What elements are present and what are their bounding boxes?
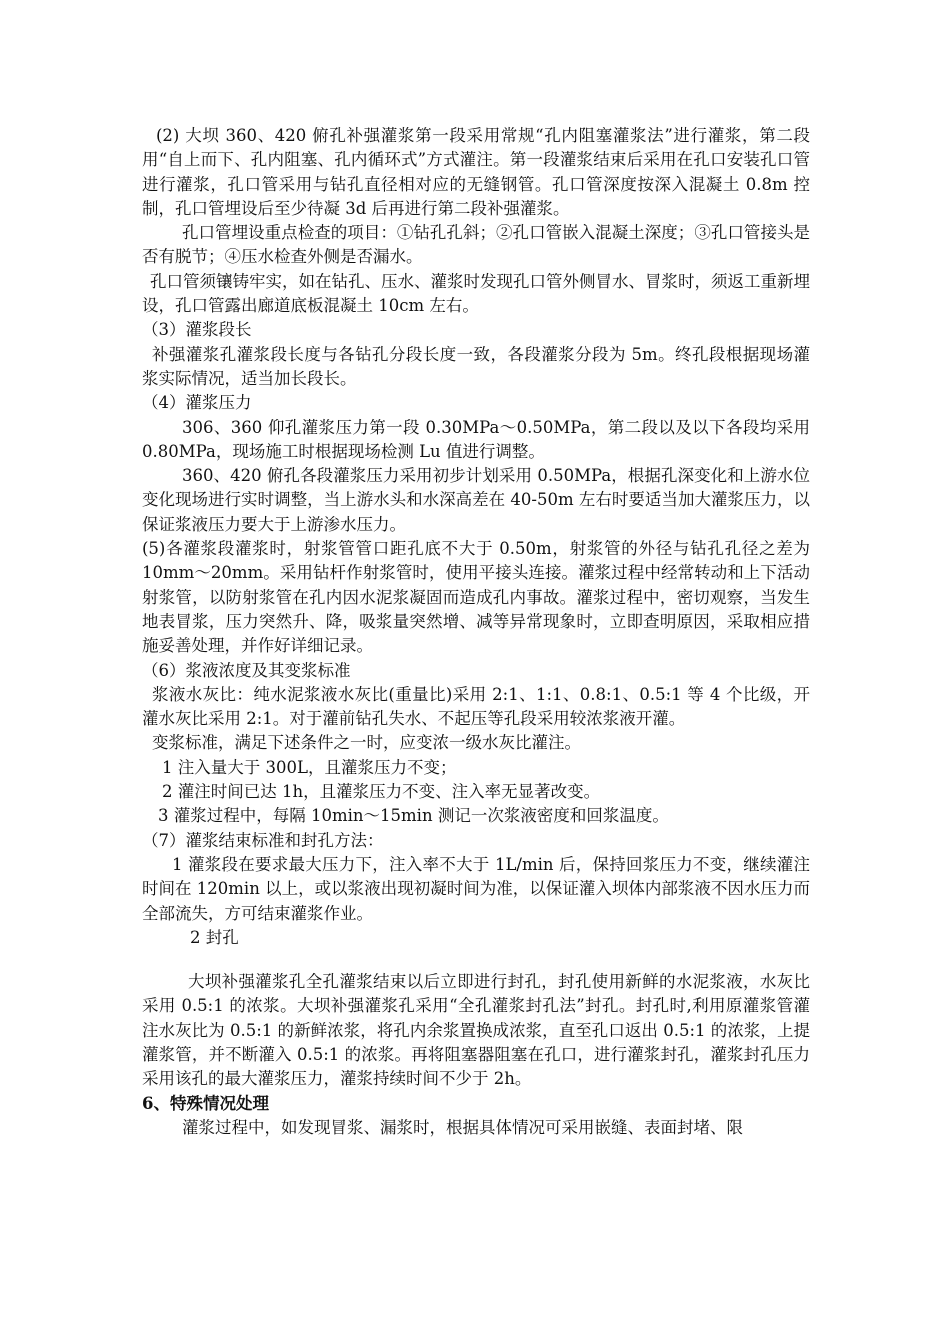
body-paragraph-p6: （4）灌浆压力 [142,393,252,413]
body-paragraph-p19: 大坝补强灌浆孔全孔灌浆结束以后立即进行封孔，封孔使用新鲜的水泥浆液，水灰比采用 0.5:1 的浓浆。大坝补强灌浆孔采用“全孔灌浆封孔法”封孔。封孔时,利用原灌浆管灌注水灰比为 0.5:1 的新鲜浓浆，将孔内余浆置换成浓浆，直至孔口返出 0.5:1 的浓浆，上提灌浆管，并不断灌入 0.5:1 的浓浆。再将阻塞器阻塞在孔口，进行灌浆封孔，灌浆封孔压力采用该孔的最大灌浆压力，灌浆持续时间不少于 2h。 [142,972,810,1089]
document-body [142,124,810,1140]
body-paragraph-p7: 306、360 仰孔灌浆压力第一段 0.30MPa～0.50MPa，第二段以及以下各段均采用 0.80MPa，现场施工时根据现场检测 Lu 值进行调整。 [142,417,810,461]
body-paragraph-p9: (5)各灌浆段灌浆时，射浆管管口距孔底不大于 0.50m，射浆管的外径与钻孔孔径之差为 10mm～20mm。采用钻杆作射浆管时，使用平接头连接。灌浆过程中经常转动和上下活动射浆管，以防射浆管在孔内因水泥浆凝固而造成孔内事故。灌浆过程中，密切观察，当发生地表冒浆，压力突然升、降，吸浆量突然增、减等异常现象时，立即查明原因，采取相应措施妥善处理，并作好详细记录。 [142,539,810,656]
body-paragraph-p13: 1 注入量大于 300L，且灌浆压力不变； [162,757,457,777]
paragraph-gap [142,950,810,970]
body-paragraph-p5: 补强灌浆孔灌浆段长度与各钻孔分段长度一致，各段灌浆分段为 5m。终孔段根据现场灌浆实际情况，适当加长段长。 [142,344,810,388]
body-paragraph-p1: (2) 大坝 360、420 俯孔补强灌浆第一段采用常规“孔内阻塞灌浆法”进行灌浆，第二段用“自上而下、孔内阻塞、孔内循环式”方式灌注。第一段灌浆结束后采用在孔口安装孔口管进行灌浆，孔口管采用与钻孔直径相对应的无缝钢管。孔口管深度按深入混凝土 0.8m 控制，孔口管埋设后至少待凝 3d 后再进行第二段补强灌浆。 [142,126,810,218]
paragraph-group-sealing [142,970,810,1091]
body-paragraph-p14: 2 灌注时间已达 1h，且灌浆压力不变、注入率无显著改变。 [162,782,601,802]
body-paragraph-p2: 孔口管埋设重点检查的项目：①钻孔孔斜；②孔口管嵌入混凝土深度；③孔口管接头是否有脱节；④压水检查外侧是否漏水。 [142,223,810,267]
body-paragraph-p10: （6）浆液浓度及其变浆标准 [142,660,351,680]
body-paragraph-special-cases: 灌浆过程中，如发现冒浆、漏浆时，根据具体情况可采用嵌缝、表面封堵、限 [182,1117,743,1137]
body-paragraph-p4: （3）灌浆段长 [142,320,252,340]
body-paragraph-p3: 孔口管须镶铸牢实，如在钻孔、压水、灌浆时发现孔口管外侧冒水、冒浆时，须返工重新埋设，孔口管露出廊道底板混凝土 10cm 左右。 [142,271,810,316]
body-paragraph-p18: 2 封孔 [190,927,239,947]
section-heading: 6、特殊情况处理 [142,1093,269,1113]
body-paragraph-p16: （7）灌浆结束标准和封孔方法： [142,830,384,850]
paragraph-group-grouting [142,124,810,950]
body-paragraph-p12: 变浆标准，满足下述条件之一时，应变浓一级水灰比灌注。 [152,733,581,753]
body-paragraph-p15: 3 灌浆过程中，每隔 10min～15min 测记一次浆液密度和回浆温度。 [158,806,669,826]
body-paragraph-p17: 1 灌浆段在要求最大压力下，注入率不大于 1L/min 后，保持回浆压力不变，继续灌注时间在 120min 以上，或以浆液出现初凝时间为准，以保证灌入坝体内部浆液不因水压力而全部流失，方可结束灌浆作业。 [142,854,810,923]
body-paragraph-p11: 浆液水灰比：纯水泥浆液水灰比(重量比)采用 2:1、1:1、0.8:1、0.5:1 等 4 个比级，开灌水灰比采用 2:1。对于灌前钻孔失水、不起压等孔段采用较浓浆液开灌。 [142,684,810,729]
body-paragraph-p8: 360、420 俯孔各段灌浆压力采用初步计划采用 0.50MPa，根据孔深变化和上游水位变化现场进行实时调整，当上游水头和水深高差在 40-50m 左右时要适当加大灌浆压力，以保证浆液压力要大于上游渗水压力。 [142,466,810,534]
